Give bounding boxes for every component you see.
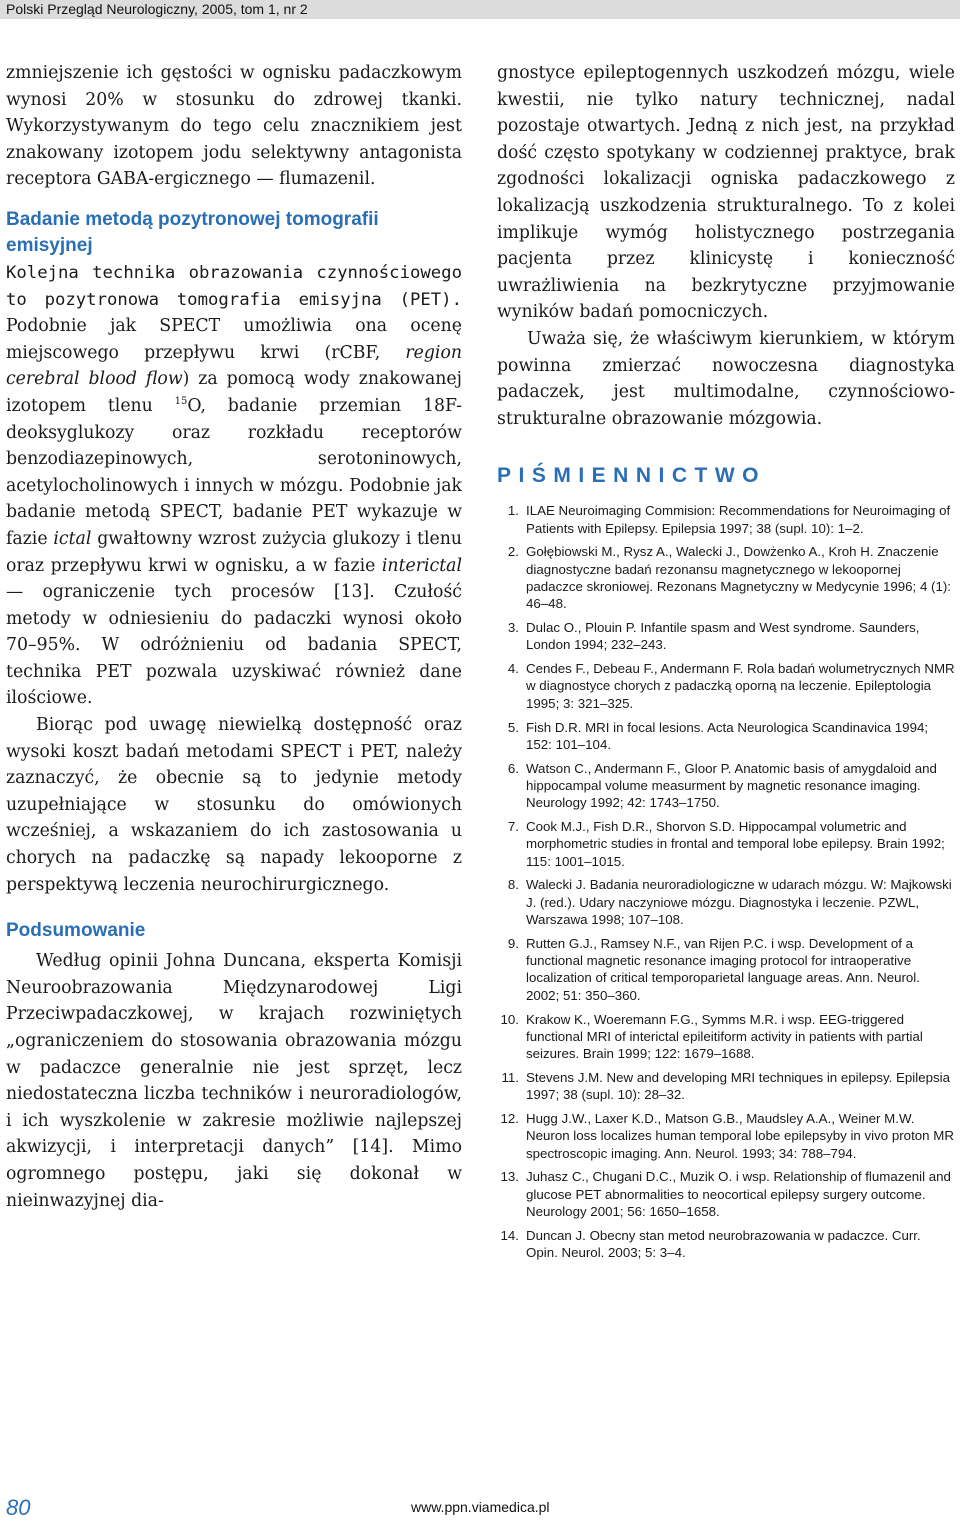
reference-text: Fish D.R. MRI in focal lesions. Acta Neurologica Scandinavica 1994; 152: 101–104. — [526, 719, 929, 752]
paragraph-continued: gnostyce epileptogennych uszkodzeń mózgu, wiele kwestii, nie tylko natury technicznej, nadal pozostaje otwartych. Jedną z nich jest, na przykład dość często spotykany w codziennej praktyce, brak zgodności lokalizacji ogniska padaczkowego z lokalizacją uszkodzenia strukturalnego. To z kolei implikuje wymóg holistycznego postrzegania pacjenta przez klinicystę i konieczność uwrażliwienia na bezkrytyczne przyjmowanie wyników badań pomocniczych. — [497, 63, 955, 323]
reference-number: 7. — [507, 819, 519, 835]
reference-number: 8. — [507, 877, 519, 893]
paragraph-intro: zmniejszenie ich gęstości w ognisku padaczkowym wynosi 20% w stosunku do zdrowej tkanki. Wykorzystywanym do tego celu znacznikiem jest znakowany izotopem jodu selektywny antagonista receptora GABA-ergicznego — flumazenil. — [6, 63, 462, 190]
references-list — [497, 502, 955, 1261]
reference-text: Hugg J.W., Laxer K.D., Matson G.B., Maudsley A.A., Weiner M.W. Neuron loss localizes human temporal lobe epilepsyby in vivo proton MR spectroscopic imaging. Ann. Neurol. 1993; 34: 788–794. — [526, 1111, 954, 1161]
reference-item — [497, 818, 955, 870]
reference-number: 13. — [500, 1169, 519, 1185]
reference-text: Dulac O., Plouin P. Infantile spasm and West syndrome. Saunders, London 1994; 232–243. — [526, 620, 920, 653]
reference-item — [497, 876, 955, 928]
paragraph-summary: Według opinii Johna Duncana, eksperta Komisji Neuroobrazowania Międzynarodowej Ligi Przeciwpadaczkowej, w krajach rozwiniętych „ograniczeniem do stosowania obrazowania mózgu w padaczce generalnie nie jest sprzęt, lecz niedostateczna liczba techników i neuroradiologów, i ich wyszkolenie w zakresie możliwie najlepszej akwizycji, i interpretacji danych” [14]. Mimo ogromnego postępu, jaki się dokonał w nieinwazyjnej dia- — [6, 951, 462, 1211]
reference-number: 14. — [500, 1227, 519, 1243]
reference-number: 4. — [507, 661, 519, 677]
reference-text: Watson C., Andermann F., Gloor P. Anatomic basis of amygdaloid and hippocampal volume measurment by magnetic resonance imaging. Neurology 1992; 42: 1743–1750. — [526, 760, 937, 811]
references-title: PIŚMIENNICTWO — [497, 464, 766, 488]
reference-text: Duncan J. Obecny stan metod neurobrazowania w padaczce. Curr. Opin. Neurol. 2003; 5: 3–4. — [526, 1227, 921, 1261]
reference-text: Cook M.J., Fish D.R., Shorvon S.D. Hippocampal volumetric and morphometric studies in frontal and temporal lobe epilepsy. Brain 1992; 115: 1001–1015. — [526, 819, 945, 869]
left-column — [6, 60, 462, 1214]
reference-text: Krakow K., Woeremann F.G., Symms M.R. i wsp. EEG-triggered functional MRI of interictal epileitiform activity in patients with partial seizures. Brain 1999; 122: 1679–1688. — [526, 1011, 923, 1062]
reference-item — [497, 502, 955, 537]
reference-text: ILAE Neuroimaging Commision: Recommendations for Neuroimaging of Patients with Epilepsy. Epilepsia 1997; 38 (supl. 10): 1–2. — [526, 503, 951, 536]
reference-text: Juhasz C., Chugani D.C., Muzik O. i wsp. Relationship of flumazenil and glucose PET abnormalities to neocortical epilepsy surgery outcome. Neurology 2001; 56: 1650–1658. — [526, 1169, 951, 1219]
section-title-pet: Badanie metodą pozytronowej tomografii emisyjnej — [6, 208, 379, 256]
reference-number: 11. — [501, 1069, 519, 1085]
reference-number: 1. — [507, 503, 519, 519]
section-title-summary: Podsumowanie — [6, 920, 146, 942]
journal-header: Polski Przegląd Neurologiczny, 2005, tom 1, nr 2 — [6, 1, 308, 17]
reference-number: 2. — [507, 544, 519, 560]
reference-number: 10. — [500, 1011, 519, 1027]
reference-text: Stevens J.M. New and developing MRI techniques in epilepsy. Epilepsia 1997; 38 (supl. 10): 28–32. — [526, 1069, 951, 1103]
reference-number: 12. — [500, 1111, 519, 1127]
paragraph-cost: Biorąc pod uwagę niewielką dostępność oraz wysoki koszt badań metodami SPECT i PET, należy zaznaczyć, że obecnie są to jedynie metody uzupełniające w stosunku do omówionych wcześniej, a wskazaniem do ich zastosowania u chorych na padaczkę są napady lekooporne z perspektywą leczenia neurochirurgicznego. — [6, 715, 462, 895]
reference-item — [497, 1069, 955, 1104]
reference-item — [497, 1011, 955, 1063]
right-column — [497, 60, 955, 1268]
reference-item — [497, 619, 955, 654]
reference-number: 5. — [507, 719, 519, 735]
reference-item — [497, 1227, 955, 1262]
reference-text: Rutten G.J., Ramsey N.F., van Rijen P.C. i wsp. Development of a functional magnetic resonance imaging protocol for intraoperative localization of critical temporoparietal language areas. Ann. Neurol. 2002; 51: 350–360. — [526, 935, 920, 1003]
reference-item — [497, 660, 955, 712]
section-subtitle-pet: Kolejna technika obrazowania czynnościowego to pozytronowa tomografia emisyjna (PET). — [6, 262, 462, 310]
reference-item — [497, 1168, 955, 1220]
reference-number: 9. — [507, 935, 519, 951]
reference-item — [497, 1110, 955, 1162]
reference-item — [497, 543, 955, 612]
reference-text: Cendes F., Debeau F., Andermann F. Rola badań wolumetrycznych NMR w diagnostyce chorych z padaczką oporną na leczenie. Epileptologia 1995; 3: 321–325. — [526, 661, 955, 711]
reference-item — [497, 760, 955, 812]
page-number: 80 — [6, 1495, 31, 1520]
reference-number: 3. — [507, 620, 519, 636]
reference-item — [497, 719, 955, 754]
reference-number: 6. — [507, 760, 519, 776]
reference-item — [497, 935, 955, 1004]
reference-text: Gołębiowski M., Rysz A., Walecki J., Dowżenko A., Kroh H. Znaczenie diagnostyczne badań rezonansu magnetycznego w lekoopornej padaczce skroniowej. Rezonans Magnetyczny w Medycynie 1996; 4 (1): 46–48. — [526, 544, 951, 612]
reference-text: Walecki J. Badania neuroradiologiczne w udarach mózgu. W: Majkowski J. (red.). Udary naczyniowe mózgu. Diagnostyka i leczenie. PZWL, Warszawa 1998; 107–108. — [526, 877, 952, 928]
footer-url: www.ppn.viamedica.pl — [411, 1499, 550, 1515]
paragraph-pet: Kolejna technika obrazowania czynnościowego to pozytronowa tomografia emisyjna (PET). Podobnie jak SPECT umożliwia ona ocenę miejscowego przepływu krwi (rCBF, region cerebral blood flow) za pomocą wody znakowanej izotopem tlenu $^{15}$O, badanie przemian 18F-deoksyglukozy oraz rozkładu receptorów benzodiazepinowych, serotoninowych, acetylocholinowych i innych w mózgu. Podobnie jak badanie metodą SPECT, badanie PET wykazuje w fazie ictal gwałtowny wzrost zużycia glukozy i tlenu oraz przepływu krwi w ognisku, a w fazie interictal — ograniczenie tych procesów [13]. Czułość metody w odniesieniu do padaczki wynosi około 70–95%. W odróżnieniu od badania SPECT, technika PET pozwala uzyskiwać również dane ilościowe. — [6, 262, 463, 709]
paragraph-conclusion: Uważa się, że właściwym kierunkiem, w którym powinna zmierzać nowoczesna diagnostyka padaczek, jest multimodalne, czynnościowo-strukturalne obrazowanie mózgowia. — [497, 328, 955, 429]
